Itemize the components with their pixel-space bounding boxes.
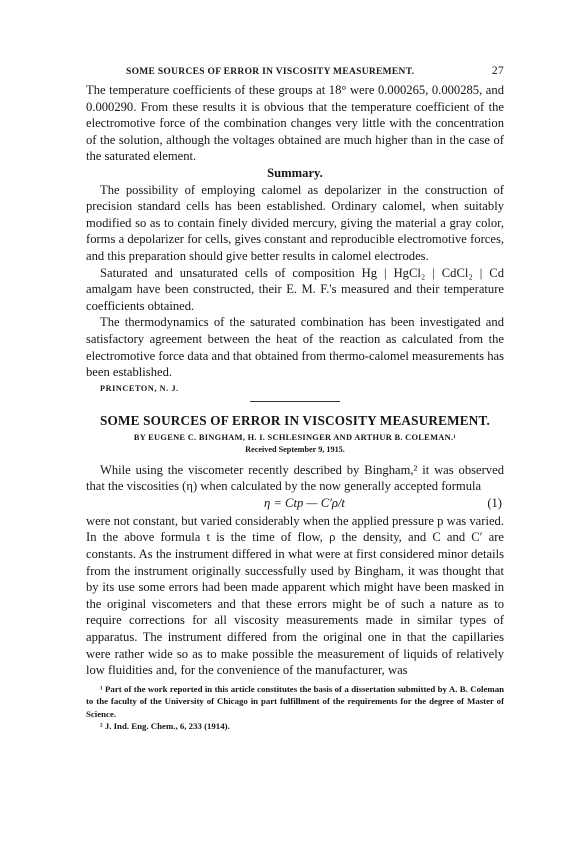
formula-expression: η = Ctp — C′ρ/t [264,495,345,510]
footnote: ¹ Part of the work reported in this article constitutes the basis of a dissertation submitted by A. B. Coleman to the faculty of the University of Chicago in part fulfillment of the requirements for the degree of Master of Science. [86,683,504,719]
received-date: Received September 9, 1915. [245,444,345,454]
article-byline: BY EUGENE C. BINGHAM, H. I. SCHLESINGER AND ARTHUR B. COLEMAN.¹ [133,432,457,442]
article-body-paragraph: were not constant, but varied considerably when the applied pressure p was varied. In the above formula t is the time of flow, ρ the density, and C and C′ are constants. As the instrument differed in what were at first considered minor details from the instrument originally successfully used by Bingham, it was thought that by its use some errors had been made apparent which might have been masked in the original viscometers and that these errors might be of such a nature as to require corrections for all viscosity measurements made in similar types of apparatus. The instrument differed from the original one in that the capillaries were rather wide so as to make possible the measurement of liquids of relatively low fluidities and, for the convenience of the manufacturer, was [86,513,504,678]
summary-paragraph: Saturated and unsaturated cells of composition Hg | HgCl₂ | CdCl₂ | Cd amalgam have been constructed, their E. M. F.'s measured and their temperature coefficients obtained. [86,265,504,313]
footnote: ² J. Ind. Eng. Chem., 6, 233 (1914). [100,721,230,732]
footnotes [86,683,504,733]
running-head [86,66,504,82]
section-divider [250,401,340,402]
continued-paragraph: The temperature coefficients of these groups at 18° were 0.000265, 0.000285, and 0.000290. From these results it is obvious that the temperature coefficient of the electromotive force of the combination changes very little with the concentration of the solution, although the voltages obtained are much higher than in the case of the saturated element. [86,83,504,164]
viscosity-formula [86,495,504,513]
page-number: 27 [491,65,504,77]
running-head-title: SOME SOURCES OF ERROR IN VISCOSITY MEASUREMENT. [126,67,415,77]
article-intro-paragraph: While using the viscometer recently described by Bingham,² it was observed that the viscosities (η) when calculated by the now generally accepted formula [86,462,504,494]
summary-heading: Summary. [267,165,323,180]
signoff-location: PRINCETON, N. J. [100,383,179,393]
formula-number: (1) [487,495,502,510]
journal-page [86,66,504,732]
summary-paragraph: The thermodynamics of the saturated combination has been investigated and satisfactory agreement between the heat of the reaction as calculated from the electromotive force data and that obtained from thermo-calomel measurements has been established. [86,315,504,380]
article-title: SOME SOURCES OF ERROR IN VISCOSITY MEASUREMENT. [99,412,491,428]
summary-paragraph: The possibility of employing calomel as depolarizer in the construction of precision standard cells has been established. Ordinary calomel, when suitably modified so as to contain finely divided mercury, giving the material a gray color, forms a depolarizer for cells, gives constant and reproducible electromotive forces, and this preparation should give better results in calomel electrodes. [86,182,504,263]
